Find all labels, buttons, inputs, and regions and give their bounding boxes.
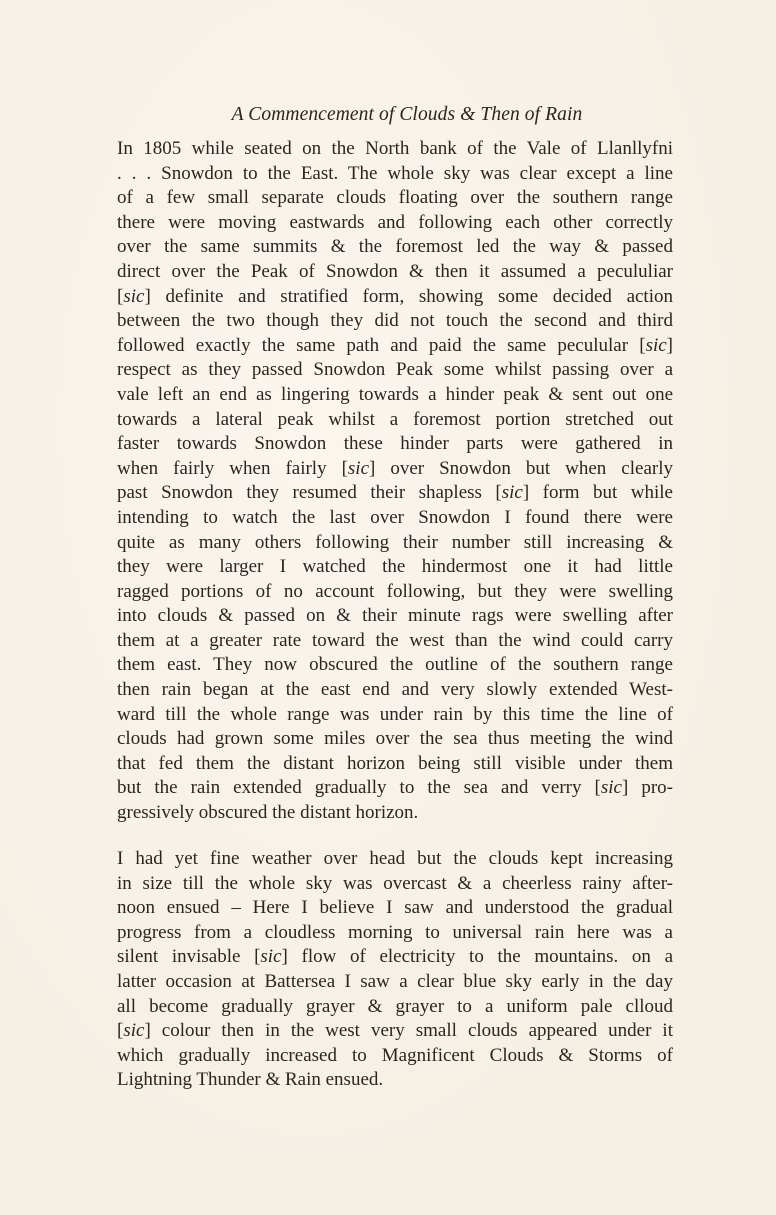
text-line: but the rain extended gradually to the sea and verry [sic] pro- [117, 777, 673, 799]
text-line: them east. They now obscured the outline of the southern range [117, 654, 673, 676]
text-line: I had yet fine weather over head but the clouds kept increasing [117, 848, 673, 869]
text-line: [sic] colour then in the west very small clouds appeared under it [117, 1020, 673, 1042]
text-line: when fairly when fairly [sic] over Snowdon but when clearly [117, 457, 673, 479]
text-line: into clouds & passed on & their minute rags were swelling after [117, 605, 673, 627]
text-line: . . . Snowdon to the East. The whole sky was clear except a line [117, 162, 673, 184]
text-line: which gradually increased to Magnificent Clouds & Storms of [117, 1044, 673, 1066]
text-line: past Snowdon they resumed their shapless [sic] form but while [117, 482, 673, 504]
text-line: progress from a cloudless morning to universal rain here was a [117, 921, 673, 943]
paragraph-2 [117, 847, 673, 1093]
text-line: noon ensued – Here I believe I saw and understood the gradual [117, 897, 673, 919]
text-line: clouds had grown some miles over the sea thus meeting the wind [117, 728, 673, 750]
paragraph-1 [117, 137, 673, 826]
text-line: latter occasion at Battersea I saw a clear blue sky early in the day [117, 970, 673, 992]
text-line: that fed them the distant horizon being still visible under them [117, 752, 673, 774]
text-line: respect as they passed Snowdon Peak some whilst passing over a [117, 359, 673, 381]
text-line: gressively obscured the distant horizon. [117, 802, 419, 824]
text-line: silent invisable [sic] flow of electricity to the mountains. on a [117, 946, 674, 968]
text-line: quite as many others following their number still increasing & [117, 531, 673, 553]
text-line: there were moving eastwards and following each other correctly [117, 211, 673, 233]
text-line: ragged portions of no account following, but they were swelling [117, 580, 673, 602]
text-line: of a few small separate clouds floating over the southern range [117, 187, 673, 209]
text-line: between the two though they did not touch the second and third [117, 310, 673, 332]
text-line: followed exactly the same path and paid the same peculular [sic] [117, 334, 673, 356]
text-line: In 1805 while seated on the North bank of the Vale of Llanllyfni [117, 138, 673, 159]
text-line: towards a lateral peak whilst a foremost portion stretched out [117, 408, 673, 430]
text-line: all become gradually grayer & grayer to a uniform pale clloud [117, 995, 673, 1017]
text-line: they were larger I watched the hindermost one it had little [117, 556, 673, 578]
text-line: intending to watch the last over Snowdon I found there were [117, 506, 673, 528]
text-line: Lightning Thunder & Rain ensued. [117, 1069, 384, 1091]
text-line: in size till the whole sky was overcast & a cheerless rainy after- [117, 872, 673, 894]
text-line: over the same summits & the foremost led the way & passed [117, 236, 673, 258]
page-heading: A Commencement of Clouds & Then of Rain [231, 104, 583, 125]
text-line: ward till the whole range was under rain by this time the line of [117, 703, 673, 725]
text-line: then rain began at the east end and very slowly extended West- [117, 679, 673, 701]
text-line: them at a greater rate toward the west than the wind could carry [117, 629, 673, 651]
text-line: direct over the Peak of Snowdon & then it assumed a pecululiar [117, 260, 673, 282]
text-line: vale left an end as lingering towards a hinder peak & sent out one [117, 383, 673, 405]
text-line: faster towards Snowdon these hinder parts were gathered in [117, 433, 673, 455]
text-line: [sic] definite and stratified form, showing some decided action [117, 285, 673, 307]
